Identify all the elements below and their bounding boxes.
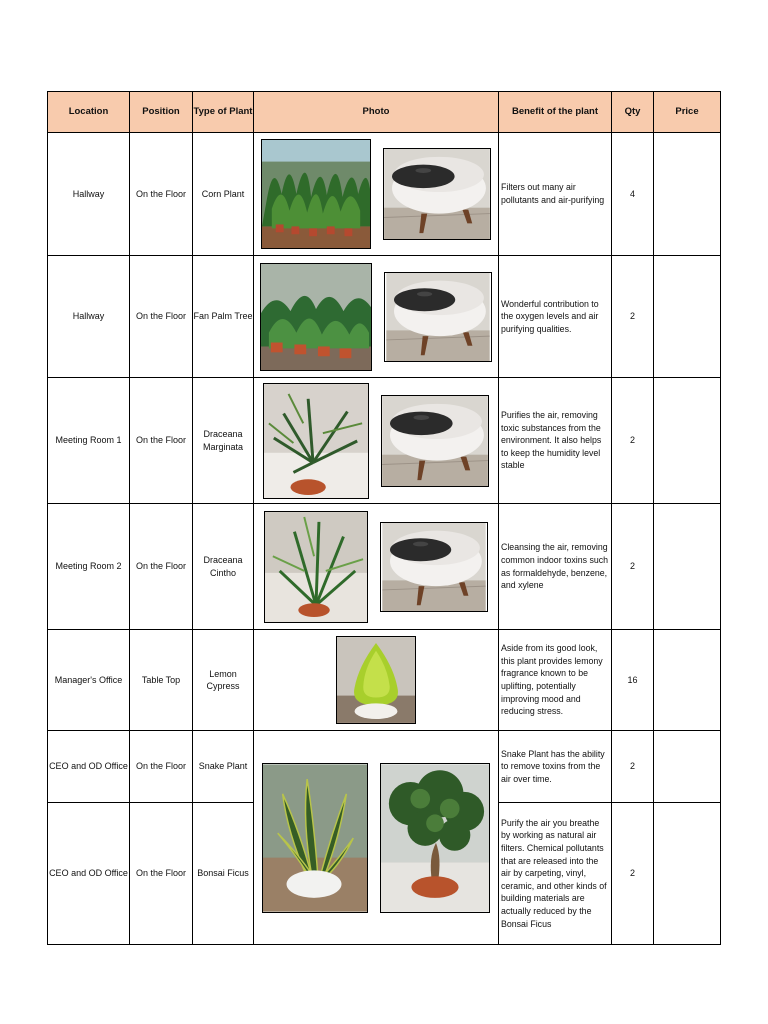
table-row xyxy=(48,630,721,731)
header-type: Type of Plant xyxy=(193,92,254,133)
qty-cell: 2 xyxy=(612,256,654,378)
position-cell: On the Floor xyxy=(130,731,193,803)
type-cell: Bonsai Ficus xyxy=(193,803,254,945)
type-cell: Fan Palm Tree xyxy=(193,256,254,378)
benefit-cell: Aside from its good look, this plant provides lemony fragrance known to be uplifting, potentially improving mood and reducing stress. xyxy=(499,630,612,731)
location-cell: CEO and OD Office xyxy=(48,731,130,803)
type-cell: Draceana Cintho xyxy=(193,504,254,630)
price-cell xyxy=(654,133,721,256)
benefit-cell: Purifies the air, removing toxic substances from the environment. It also helps to keep the humidity level stable xyxy=(499,378,612,504)
snake-plant-photo xyxy=(262,763,368,913)
photo-cell xyxy=(254,630,499,731)
type-cell: Snake Plant xyxy=(193,731,254,803)
benefit-cell: Purify the air you breathe by working as natural air filters. Chemical pollutants that are released into the air by carpeting, vinyl, ceramic, and other kinds of building materials are actually reduced by the Bonsai Ficus xyxy=(499,803,612,945)
price-cell xyxy=(654,256,721,378)
table-row xyxy=(48,731,721,803)
table-row xyxy=(48,133,721,256)
header-photo: Photo xyxy=(254,92,499,133)
location-cell: Meeting Room 2 xyxy=(48,504,130,630)
header-benefit: Benefit of the plant xyxy=(499,92,612,133)
position-cell: On the Floor xyxy=(130,133,193,256)
price-cell xyxy=(654,378,721,504)
photo-cell xyxy=(254,504,499,630)
benefit-cell: Snake Plant has the ability to remove toxins from the air over time. xyxy=(499,731,612,803)
white-pot-photo xyxy=(384,272,492,362)
photo-cell xyxy=(254,378,499,504)
plant-table xyxy=(47,91,721,945)
price-cell xyxy=(654,504,721,630)
white-pot-photo xyxy=(381,395,489,487)
price-cell xyxy=(654,803,721,945)
qty-cell: 2 xyxy=(612,803,654,945)
qty-cell: 2 xyxy=(612,378,654,504)
price-cell xyxy=(654,731,721,803)
header-price: Price xyxy=(654,92,721,133)
table-row xyxy=(48,378,721,504)
position-cell: On the Floor xyxy=(130,803,193,945)
bonsai-ficus-photo xyxy=(380,763,490,913)
fan-palm-photo xyxy=(260,263,372,371)
position-cell: Table Top xyxy=(130,630,193,731)
position-cell: On the Floor xyxy=(130,256,193,378)
header-position: Position xyxy=(130,92,193,133)
header-location: Location xyxy=(48,92,130,133)
qty-cell: 16 xyxy=(612,630,654,731)
type-cell: Lemon Cypress xyxy=(193,630,254,731)
photo-cell xyxy=(254,731,499,945)
white-pot-photo xyxy=(380,522,488,612)
draceana-cintho-photo xyxy=(264,511,368,623)
white-pot-photo xyxy=(383,148,491,240)
price-cell xyxy=(654,630,721,731)
table-row xyxy=(48,256,721,378)
photo-cell xyxy=(254,256,499,378)
corn-plant-photo xyxy=(261,139,371,249)
benefit-cell: Wonderful contribution to the oxygen levels and air purifying qualities. xyxy=(499,256,612,378)
benefit-cell: Cleansing the air, removing common indoor toxins such as formaldehyde, benzene, and xylene xyxy=(499,504,612,630)
type-cell: Corn Plant xyxy=(193,133,254,256)
type-cell: Draceana Marginata xyxy=(193,378,254,504)
lemon-cypress-photo xyxy=(336,636,416,724)
draceana-marginata-photo xyxy=(263,383,369,499)
benefit-cell: Filters out many air pollutants and air-purifying xyxy=(499,133,612,256)
location-cell: Hallway xyxy=(48,133,130,256)
location-cell: Meeting Room 1 xyxy=(48,378,130,504)
photo-cell xyxy=(254,133,499,256)
header-qty: Qty xyxy=(612,92,654,133)
location-cell: Hallway xyxy=(48,256,130,378)
header-row xyxy=(48,92,721,133)
table-row xyxy=(48,504,721,630)
qty-cell: 2 xyxy=(612,731,654,803)
position-cell: On the Floor xyxy=(130,504,193,630)
location-cell: CEO and OD Office xyxy=(48,803,130,945)
position-cell: On the Floor xyxy=(130,378,193,504)
qty-cell: 4 xyxy=(612,133,654,256)
location-cell: Manager's Office xyxy=(48,630,130,731)
qty-cell: 2 xyxy=(612,504,654,630)
